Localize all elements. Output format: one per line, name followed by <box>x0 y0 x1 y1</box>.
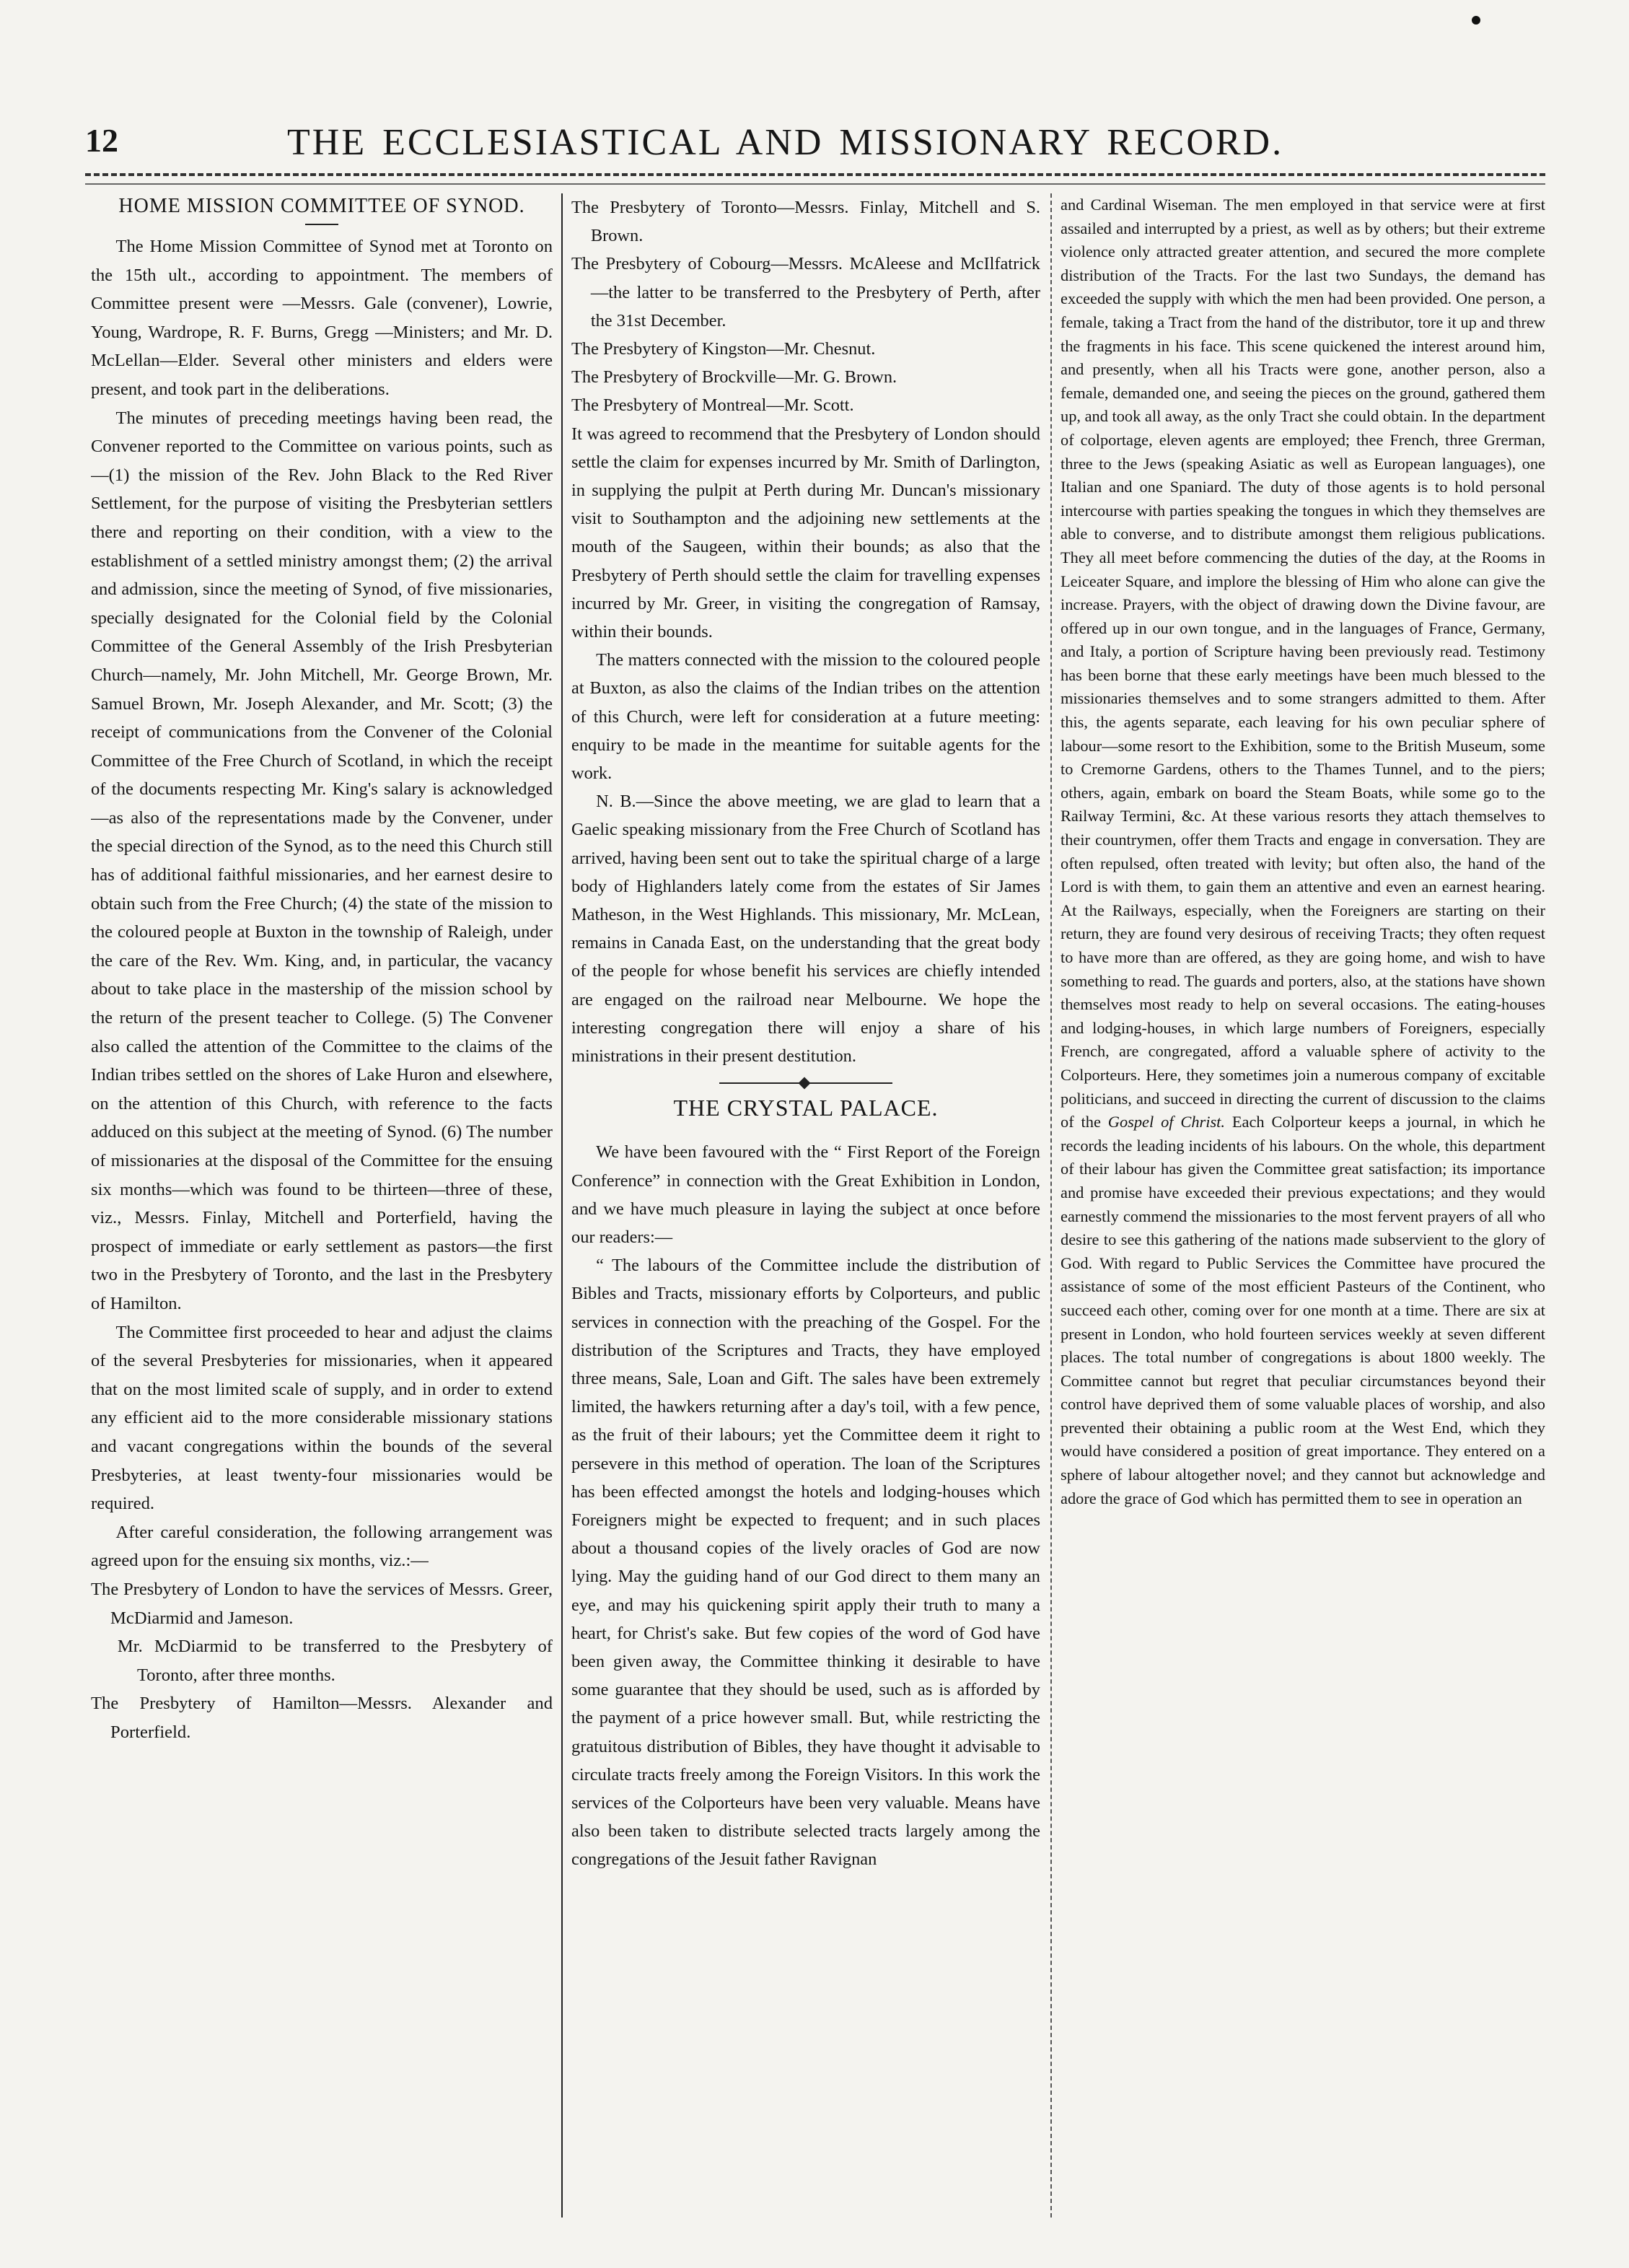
paragraph-text: Each Colporteur keeps a journal, in which he records the leading incidents of his labours. On the whole, this department of their labour has given the Committee great satisfaction; its importance and promise have exceeded their previous expectations; and they would earnestly commend the missionaries to the most fervent prayers of all who desire to see this gathering of the nations made subservient to the glory of God. With regard to Public Services the Committee have procured the assistance of some of the most efficient Pasteurs of the Continent, who succeed each other, coming over for one month at a time. There are six at present in London, who hold fourteen services weekly at seven different places. The total number of congregations is about 1800 weekly. The Committee cannot but regret that peculiar circumstances beyond their control have deprived them of some valuable places of worship, and also prevented their obtaining a public room at the West End, which they would have considered a position of great importance. They entered on a sphere of labour altogether novel; and they cannot but acknowledge and adore the grace of God which has permitted them to see in operation an <box>1061 1113 1545 1507</box>
section-ornament <box>719 1079 892 1087</box>
column-1 <box>91 193 553 2225</box>
article-title-crystal-palace: THE CRYSTAL PALACE. <box>673 1095 939 1121</box>
page-header <box>85 121 1542 179</box>
paragraph: The minutes of preceding meetings having been read, the Convener reported to the Committee on various points, such as—(1) the mission of the Rev. John Black to the Red River Settlement, for the purpose of visiting the Presbyterian settlers there and reporting on their condition, with a view to the establishment of a settled ministry amongst them; (2) the arrival and admission, since the meeting of Synod, of five missionaries, specially designated for the Colonial field by the Colonial Committee of the General Assembly of the Irish Presbyterian Church—namely, Mr. John Mitchell, Mr. George Brown, Mr. Samuel Brown, Mr. Joseph Alexander, and Mr. Scott; (3) the receipt of communications from the Convener of the Colonial Committee of the Free Church of Scotland, in which the receipt of the documents respecting Mr. King's salary is acknowledged—as also of the representations made by the Convener, under the special direction of the Synod, as to the need this Church still has of additional faithful missionaries, and her earnest desire to obtain such from the Free Church; (4) the state of the mission to the coloured people at Buxton in the township of Raleigh, under the care of the Rev. Wm. King, and, in particular, the vacancy about to take place in the mastership of the mission school by the return of the present teacher to College. (5) The Convener also called the attention of the Committee to the claims of the Indian tribes settled on the shores of Lake Huron and elsewhere, on the attention of this Church, with reference to the facts adduced on this subject at the meeting of Synod. (6) The number of missionaries at the disposal of the Committee for the ensuing six months—which was found to be thirteen—three of these, viz., Messrs. Finlay, Mitchell and Porterfield, having the prospect of immediate or early settlement as pastors—the first two in the Presbytery of Toronto, and the last in the Presbytery of Hamilton. <box>91 408 553 1313</box>
list-item: The Presbytery of London to have the services of Messrs. Greer, McDiarmid and Jameson. <box>91 1579 553 1628</box>
list-item: Mr. McDiarmid to be transferred to the Presbytery of Toronto, after three months. <box>117 1637 553 1685</box>
title-rule <box>305 224 338 225</box>
paragraph: The matters connected with the mission to the coloured people at Buxton, as also the claims of the Indian tribes on the attention of this Church, were left for consideration at a future meeting: enquiry to be made in the meantime for suitable agents for the work. <box>571 650 1040 784</box>
paragraph: After careful consideration, the following arrangement was agreed upon for the ensuing six months, viz.:— <box>91 1522 553 1571</box>
paragraph-text: and Cardinal Wiseman. The men employed in that service were at first assailed and interrupted by a priest, as well as by others; but their extreme violence only attracted greater attention, and secured the more complete distribution of the Tracts. For the last two Sundays, the demand has exceeded the supply with which the men had been provided. One person, a female, taking a Tract from the hand of the distributor, tore it up and threw the fragments in his face. This scene quickened the interest around him, and presently, when all his Tracts were gone, another person, also a female, demanded one, and seeing the pieces on the ground, gathered them up, and took all away, as the only Tract she could obtain. In the department of colportage, eleven agents are employed; thee French, three Grerman, three to the Jews (speaking Asiatic as well as European languages), one Italian and one Spaniard. The duty of those agents is to hold personal intercourse with parties speaking the tongues in which they themselves are able to converse, and to distribute amongst them religious publications. They all meet before commencing the duties of the day, at the Rooms in Leiceater Square, and implore the blessing of Him who alone can give the increase. Prayers, with the object of drawing down the Divine favour, are offered up in our own tongue, and in the languages of France, Germany, and Italy, a portion of Scripture having been previously read. Testimony has been borne that these early meetings have been much blessed to the missionaries themselves and to some strangers admitted to them. After this, the agents separate, each leaving for his own peculiar sphere of labour—some resort to the Exhibition, some to the British Museum, some to Cremorne Gardens, others to the Thames Tunnel, and to the piers; others, again, embark on board the Steam Boats, while some go to the Railway Termini, &c. At these various resorts they attach themselves to their countrymen, offer them Tracts and engage in conversation. They are often repulsed, often treated with levity; but often also, the hand of the Lord is with them, to gain them an attentive and even an earnest hearing. At the Railways, especially, when the Foreigners are starting on their return, they are found very desirous of receiving Tracts; they often request to have more than are offered, as they are going home, and wish to have something to read. The guards and porters, also, at the stations have shown themselves most ready to help on several occasions. The eating-houses and lodging-houses, in which large numbers of Foreigners, especially French, are congregated, afford a valuable sphere of activity to the Colporteurs. Here, they sometimes join a numerous company of excitable politicians, and succeed in directing the current of discussion to the claims of the <box>1061 196 1545 1131</box>
paragraph: The Home Mission Committee of Synod met at Toronto on the 15th ult., according to appointment. The members of Committee present were —Messrs. Gale (convener), Lowrie, Young, Wardrope, R. F. Burns, Gregg —Ministers; and Mr. D. McLellan—Elder. Several other ministers and elders were present, and took part in the deliberations. <box>91 237 553 399</box>
list-item: The Presbytery of Toronto—Messrs. Finlay, Mitchell and S. Brown. <box>571 198 1040 246</box>
running-title: THE ECCLESIASTICAL AND MISSIONARY RECORD. <box>287 122 1284 163</box>
paragraph: “ The labours of the Committee include the distribution of Bibles and Tracts, missionary efforts by Colporteurs, and public services in connection with the preaching of the Gospel. For the distribution of the Scriptures and Tracts, they have employed three means, Sale, Loan and Gift. The sales have been extremely limited, the hawkers returning after a day's toil, with a few pence, as the fruit of their labours; yet the Committee deem it right to persevere in this method of operation. The loan of the Scriptures has been effected amongst the hotels and lodging-houses which Foreigners might be expected to frequent; and in such places about a thousand copies of the lively oracles of God are now lying. May the guiding hand of our God direct to them many an eye, and may his quickening spirit apply their truth to many a heart, for Christ's sake. But few copies of the word of God have been given away, the Committee thinking it desirable to have some guarantee that they should be used, such as is afforded by the payment of a price however small. But, while restricting the gratuitous distribution of Bibles, they have thought it advisable to circulate tracts freely among the Foreign Visitors. In this work the services of the Colporteurs have been very valuable. Means have also been taken to distribute selected tracts largely among the congregations of the Jesuit father Ravignan <box>571 1256 1040 1870</box>
column-divider <box>1050 193 1052 2217</box>
list-item: The Presbytery of Brockville—Mr. G. Brown. <box>571 367 897 388</box>
paragraph <box>1061 193 1545 1510</box>
column-divider <box>561 193 563 2217</box>
paragraph: The Committee first proceeded to hear and adjust the claims of the several Presbyteries for missionaries, when it appeared that on the most limited scale of supply, and in order to extend any efficient aid to the more considerable missionary stations and vacant congregations within the bounds of the several Presbyteries, at least twenty-four missionaries would be required. <box>91 1322 553 1514</box>
page-number: 12 <box>85 122 118 159</box>
list-item: The Presbytery of Kingston—Mr. Chesnut. <box>571 339 876 359</box>
emphasis-text: Gospel of Christ. <box>1107 1113 1225 1131</box>
list-item: The Presbytery of Cobourg—Messrs. McAleese and McIlfatrick—the latter to be transferred to the Presbytery of Perth, after the 31st December. <box>571 254 1040 330</box>
column-2 <box>571 193 1040 2225</box>
ink-dot <box>1472 16 1480 25</box>
article-title-home-mission: HOME MISSION COMMITTEE OF SYNOD. <box>118 195 525 217</box>
header-rule <box>85 173 1545 176</box>
paragraph: N. B.—Since the above meeting, we are glad to learn that a Gaelic speaking missionary from the Free Church of Scotland has arrived, having been sent out to take the spiritual charge of a large body of Highlanders lately come from the estates of Sir James Matheson, in the West Highlands. This missionary, Mr. McLean, remains in Canada East, on the understanding that the great body of the people for whose benefit his services are chiefly intended are engaged on the railroad near Melbourne. We hope the interesting congregation there will enjoy a share of his ministrations in their present destitution. <box>571 792 1040 1067</box>
paragraph: It was agreed to recommend that the Presbytery of London should settle the claim for expenses incurred by Mr. Smith of Darlington, in supplying the pulpit at Perth during Mr. Duncan's missionary visit to Southampton and the adjoining new settlements at the mouth of the Saugeen, within their bounds; as also that the Presbytery of Perth should settle the claim for travelling expenses incurred by Mr. Greer, in visiting the congregation of Ramsay, within their bounds. <box>571 424 1040 642</box>
list-item: The Presbytery of Montreal—Mr. Scott. <box>571 395 854 416</box>
header-rule-thin <box>85 183 1545 185</box>
list-item: The Presbytery of Hamilton—Messrs. Alexander and Porterfield. <box>91 1694 553 1742</box>
paragraph: We have been favoured with the “ First Report of the Foreign Conference” in connection with the Great Exhibition in London, and we have much pleasure in laying the subject at once before our readers:— <box>571 1142 1040 1247</box>
column-3 <box>1061 193 1545 2225</box>
